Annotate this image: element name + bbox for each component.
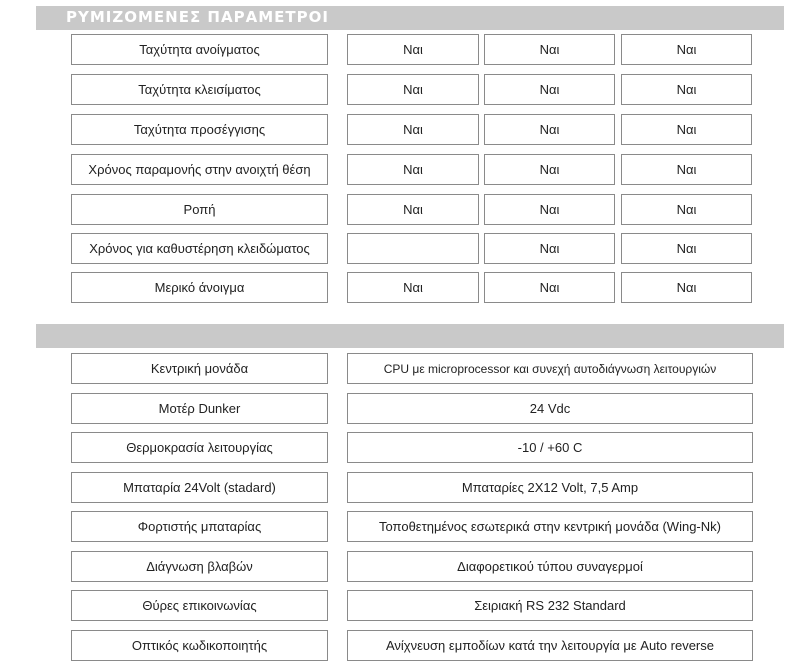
param-label: Ταχύτητα κλεισίματος — [71, 74, 328, 105]
section-title: ΡΥΜΙΖΟΜΕΝΕΣ ΠΑΡΑΜΕΤΡΟΙ — [66, 8, 329, 26]
spec-label: Κεντρική μονάδα — [71, 353, 328, 384]
param-value-col3: Ναι — [621, 233, 752, 264]
section-header-band — [36, 6, 784, 30]
param-label: Ταχύτητα προσέγγισης — [71, 114, 328, 145]
param-value-col2: Ναι — [484, 233, 615, 264]
param-value-col1: Ναι — [347, 194, 479, 225]
spec-value: Διαφορετικού τύπου συναγερμοί — [347, 551, 753, 582]
param-value-col2: Ναι — [484, 114, 615, 145]
param-value-col3: Ναι — [621, 194, 752, 225]
spec-label: Φορτιστής μπαταρίας — [71, 511, 328, 542]
param-value-col3: Ναι — [621, 114, 752, 145]
param-value-col2: Ναι — [484, 34, 615, 65]
spec-value: CPU με microprocessor και συνεχή αυτοδιάγνωση λειτουργιών — [347, 353, 753, 384]
section-divider-band — [36, 324, 784, 348]
param-value-col3: Ναι — [621, 74, 752, 105]
param-label: Ταχύτητα ανοίγματος — [71, 34, 328, 65]
param-value-col1 — [347, 233, 479, 264]
param-value-col1: Ναι — [347, 114, 479, 145]
param-value-col2: Ναι — [484, 272, 615, 303]
param-value-col1: Ναι — [347, 272, 479, 303]
param-value-col3: Ναι — [621, 272, 752, 303]
param-value-col1: Ναι — [347, 154, 479, 185]
param-value-col2: Ναι — [484, 154, 615, 185]
param-value-col1: Ναι — [347, 34, 479, 65]
param-value-col3: Ναι — [621, 154, 752, 185]
param-label: Ροπή — [71, 194, 328, 225]
spec-label: Οπτικός κωδικοποιητής — [71, 630, 328, 661]
spec-label: Διάγνωση βλαβών — [71, 551, 328, 582]
spec-value: Τοποθετημένος εσωτερικά στην κεντρική μονάδα (Wing-Nk) — [347, 511, 753, 542]
spec-label: Θύρες επικοινωνίας — [71, 590, 328, 621]
spec-value: 24 Vdc — [347, 393, 753, 424]
spec-value: Ανίχνευση εμποδίων κατά την λειτουργία με Auto reverse — [347, 630, 753, 661]
spec-label: Μπαταρία 24Volt (stadard) — [71, 472, 328, 503]
param-value-col2: Ναι — [484, 194, 615, 225]
spec-value: -10 / +60 C — [347, 432, 753, 463]
param-label: Χρόνος για καθυστέρηση κλειδώματος — [71, 233, 328, 264]
param-label: Μερικό άνοιγμα — [71, 272, 328, 303]
param-value-col1: Ναι — [347, 74, 479, 105]
param-label: Χρόνος παραμονής στην ανοιχτή θέση — [71, 154, 328, 185]
param-value-col3: Ναι — [621, 34, 752, 65]
spec-label: Θερμοκρασία λειτουργίας — [71, 432, 328, 463]
param-value-col2: Ναι — [484, 74, 615, 105]
spec-value: Σειριακή RS 232 Standard — [347, 590, 753, 621]
spec-label: Μοτέρ Dunker — [71, 393, 328, 424]
spec-value: Μπαταρίες 2Χ12 Volt, 7,5 Amp — [347, 472, 753, 503]
